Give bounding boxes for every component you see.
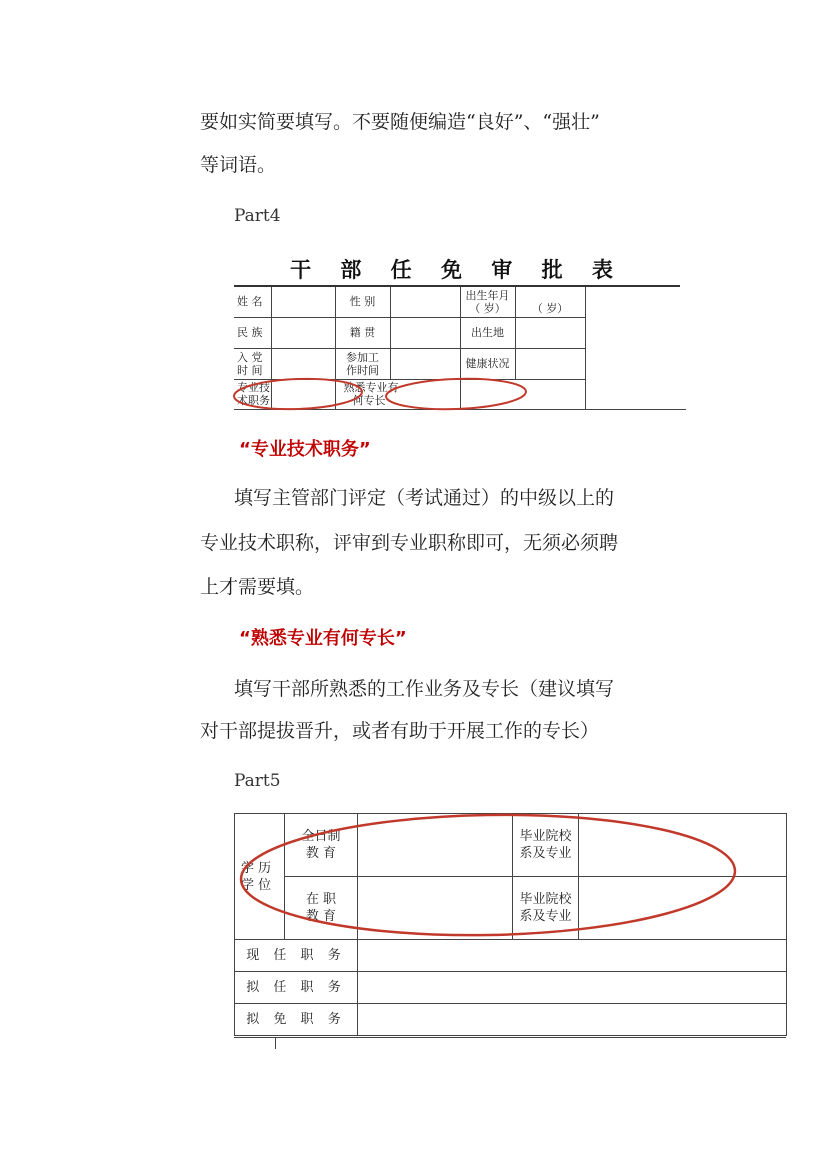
fulltime-education-value [358,814,513,877]
current-position-label: 现 任 职 务 [235,940,358,972]
part4-label: Part4 [234,206,281,226]
part5-label: Part5 [234,771,281,791]
fulltime-education-label [285,814,358,877]
fulltime-line2: 教 育 [305,846,337,861]
party-join-line1: 入 党 [237,350,263,364]
age-paren: （ 岁） [531,301,569,315]
party-join-label [234,348,271,379]
work-start-label [335,348,390,379]
proposed-position-value [358,972,787,1004]
name-value [271,287,335,317]
birthplace-value [515,317,585,348]
education-degree-label [235,814,285,940]
table-stub-tick [275,1037,276,1049]
ethnicity-label: 民 族 [234,317,271,348]
inservice-education-value [358,877,513,940]
table-title: 干 部 任 免 审 批 表 [290,258,624,282]
heading-professional-title: “专业技术职务” [239,439,371,460]
proposed-removal-label: 拟 免 职 务 [235,1004,358,1036]
professional-title-value [271,379,335,409]
work-start-line2: 作时间 [346,363,379,377]
work-start-value [390,348,460,379]
inservice-school-value [579,877,787,940]
birth-value [515,287,585,317]
professional-title-line1: 专业技 [237,381,270,394]
education-line2: 学 位 [241,877,272,893]
fulltime-school-line2: 系及专业 [519,846,572,861]
name-label: 姓 名 [234,287,271,317]
education-line1: 学 历 [241,860,272,876]
fulltime-line1: 全日制 [301,829,341,844]
ethnicity-value [271,317,335,348]
title-text-line-3: 上才需要填。 [200,576,315,598]
fulltime-school-line1: 毕业院校 [519,829,572,844]
gender-value [390,287,460,317]
gender-label: 性 别 [335,287,390,317]
birthplace-label: 出生地 [460,317,515,348]
intro-line-2: 等词语。 [200,154,277,176]
expertise-line1: 熟悉专业有 [343,381,399,394]
expertise-value [460,379,585,409]
inservice-school-label [513,877,579,940]
current-position-value [358,940,787,972]
expertise-text-line-2: 对干部提拔晋升，或者有助于开展工作的专长） [200,720,600,742]
proposed-position-label: 拟 任 职 务 [235,972,358,1004]
expertise-text-line-1: 填写干部所熟悉的工作业务及专长（建议填写 [234,678,615,700]
cadre-approval-table [234,287,686,410]
professional-title-label [234,379,271,409]
expertise-line2: 何专长 [352,394,386,407]
professional-title-line2: 术职务 [237,394,270,407]
native-place-value [390,317,460,348]
photo-area [585,287,686,409]
inservice-line2: 教 育 [305,909,337,924]
birth-label-line1: 出生年月 [465,288,510,302]
title-text-line-1: 填写主管部门评定（考试通过）的中级以上的 [234,487,615,509]
inservice-school-line1: 毕业院校 [519,892,572,907]
inservice-education-label [285,877,358,940]
table-bottom-stub [234,1037,786,1038]
expertise-label [335,379,460,409]
education-position-table [234,813,787,1036]
intro-line-1: 要如实简要填写。不要随便编造“良好”、“强壮” [200,111,600,133]
heading-expertise: “熟悉专业有何专长” [239,628,407,649]
title-text-line-2: 专业技术职称，评审到专业职称即可，无须必须聘 [200,532,619,554]
fulltime-school-value [579,814,787,877]
health-label: 健康状况 [460,348,515,379]
party-join-value [271,348,335,379]
health-value [515,348,585,379]
inservice-school-line2: 系及专业 [519,909,572,924]
work-start-line1: 参加工 [346,350,379,364]
birth-label-line2: （ 岁） [469,301,506,315]
birth-label [460,287,515,317]
proposed-removal-value [358,1004,787,1036]
party-join-line2: 时 间 [237,363,263,377]
inservice-line1: 在 职 [305,892,337,907]
fulltime-school-label [513,814,579,877]
native-place-label: 籍 贯 [335,317,390,348]
